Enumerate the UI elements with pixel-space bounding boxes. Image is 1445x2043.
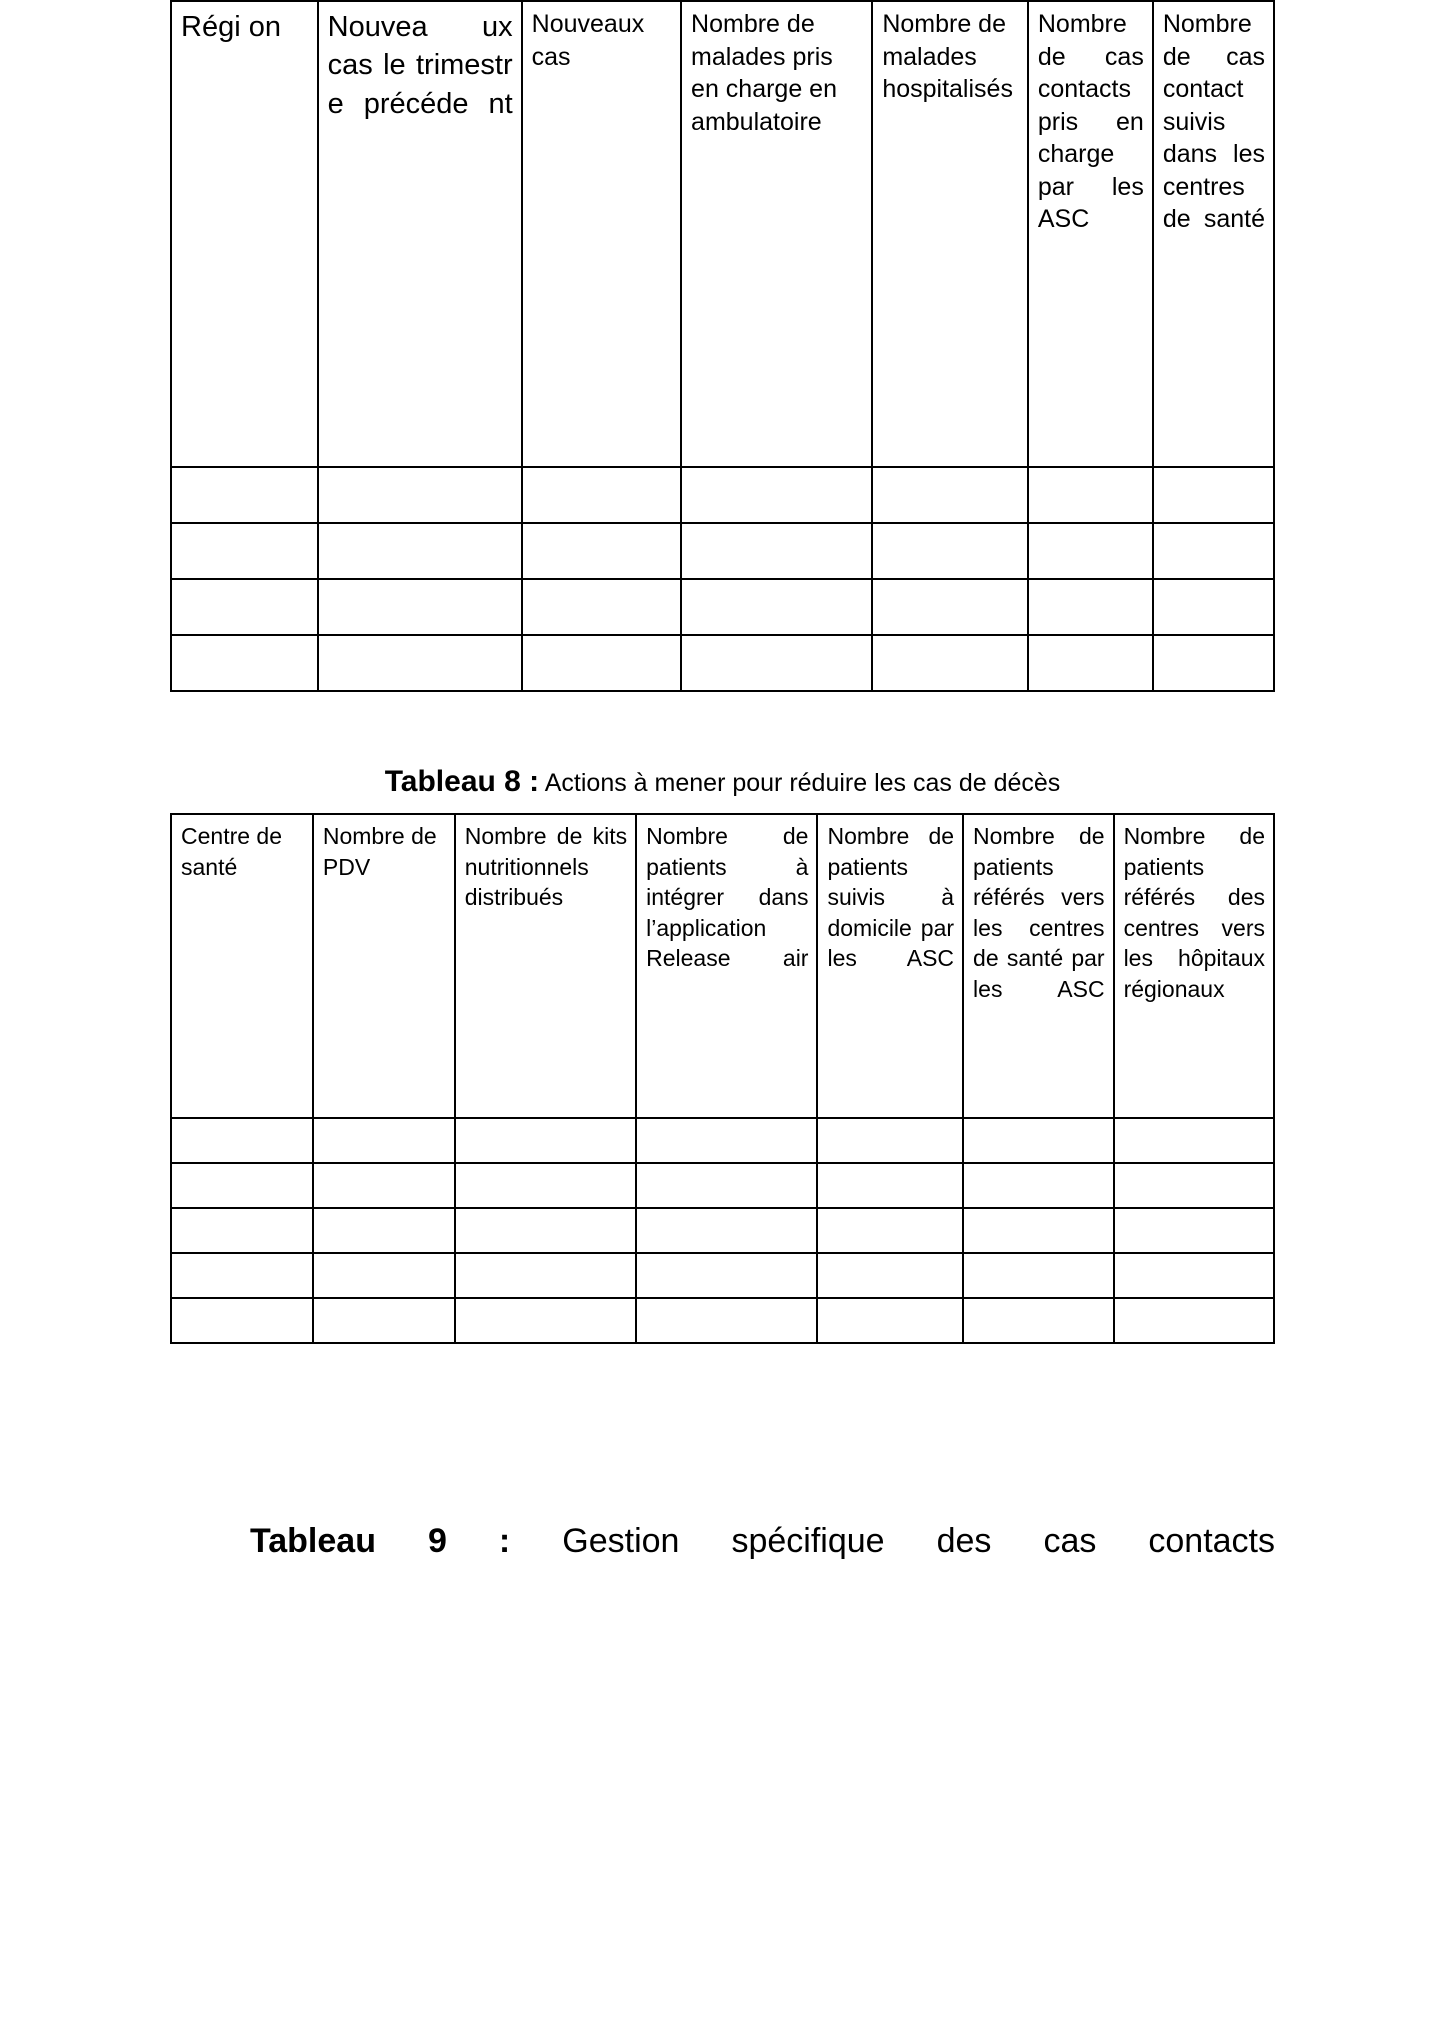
table-header-row (171, 814, 1274, 1118)
spacer (170, 692, 1275, 762)
cell[interactable] (171, 1253, 313, 1298)
table-row[interactable] (171, 523, 1274, 579)
cell[interactable] (963, 1208, 1114, 1253)
cell[interactable] (171, 523, 318, 579)
cell[interactable] (681, 467, 872, 523)
cell[interactable] (636, 1298, 817, 1343)
cell[interactable] (1114, 1208, 1274, 1253)
cell[interactable] (1153, 467, 1274, 523)
cell[interactable] (318, 467, 522, 523)
cell[interactable] (313, 1163, 455, 1208)
col-header-patients-release-air: Nombre de patients à intégrer dans l’application Release air (636, 814, 817, 1118)
caption-tableau-8 (170, 762, 1275, 801)
table-row[interactable] (171, 1208, 1274, 1253)
cell[interactable] (636, 1118, 817, 1163)
cell[interactable] (872, 523, 1028, 579)
cell[interactable] (963, 1163, 1114, 1208)
cell[interactable] (963, 1118, 1114, 1163)
col-header-new-cases-prev-quarter: Nouvea ux cas le trimestr e précéde nt (318, 1, 522, 467)
cell[interactable] (1114, 1298, 1274, 1343)
cell[interactable] (817, 1118, 963, 1163)
cell[interactable] (872, 467, 1028, 523)
cell[interactable] (1114, 1163, 1274, 1208)
cell[interactable] (313, 1118, 455, 1163)
cell[interactable] (455, 1118, 636, 1163)
caption-tableau-9-text: Gestion spécifique des cas contacts (562, 1522, 1275, 1560)
cell[interactable] (636, 1163, 817, 1208)
col-header-nutritional-kits: Nombre de kits nutritionnels distribués (455, 814, 636, 1118)
cell[interactable] (1028, 523, 1153, 579)
cell[interactable] (817, 1298, 963, 1343)
cell[interactable] (681, 523, 872, 579)
cell[interactable] (636, 1253, 817, 1298)
cell[interactable] (522, 579, 681, 635)
cell[interactable] (171, 635, 318, 691)
cell[interactable] (313, 1208, 455, 1253)
cell[interactable] (455, 1208, 636, 1253)
col-header-pdv-count: Nombre de PDV (313, 814, 455, 1118)
table-row[interactable] (171, 635, 1274, 691)
col-header-region: Régi on (171, 1, 318, 467)
cell[interactable] (1153, 579, 1274, 635)
col-header-patients-referred-centers: Nombre de patients référés vers les centres de santé par les ASC (963, 814, 1114, 1118)
table-header-row (171, 1, 1274, 467)
col-header-hospitalized: Nombre de malades hospitalisés (872, 1, 1028, 467)
cell[interactable] (313, 1253, 455, 1298)
col-header-patients-home-followup: Nombre de patients suivis à domicile par les ASC (817, 814, 963, 1118)
cell[interactable] (817, 1253, 963, 1298)
table-new-cases (170, 0, 1275, 692)
col-header-contacts-health-centers: Nombre de cas contact suivis dans les centres de santé (1153, 1, 1274, 467)
table-row[interactable] (171, 1163, 1274, 1208)
cell[interactable] (171, 1118, 313, 1163)
cell[interactable] (171, 579, 318, 635)
cell[interactable] (171, 1163, 313, 1208)
cell[interactable] (171, 1208, 313, 1253)
cell[interactable] (817, 1208, 963, 1253)
table-row[interactable] (171, 467, 1274, 523)
cell[interactable] (963, 1298, 1114, 1343)
table-row[interactable] (171, 1253, 1274, 1298)
cell[interactable] (522, 635, 681, 691)
cell[interactable] (1153, 635, 1274, 691)
spacer (170, 1344, 1275, 1519)
caption-tableau-8-label: Tableau 8 : (384, 765, 540, 798)
col-header-new-cases: Nouveaux cas (522, 1, 681, 467)
cell[interactable] (318, 523, 522, 579)
cell[interactable] (817, 1163, 963, 1208)
cell[interactable] (636, 1208, 817, 1253)
cell[interactable] (1153, 523, 1274, 579)
caption-tableau-9-label: Tableau 9 : (250, 1522, 511, 1560)
cell[interactable] (522, 467, 681, 523)
cell[interactable] (1114, 1118, 1274, 1163)
cell[interactable] (681, 635, 872, 691)
cell[interactable] (171, 1298, 313, 1343)
caption-tableau-9 (170, 1519, 1275, 1565)
cell[interactable] (318, 635, 522, 691)
table-actions-reduce-deaths (170, 813, 1275, 1344)
cell[interactable] (1028, 467, 1153, 523)
cell[interactable] (1028, 579, 1153, 635)
cell[interactable] (872, 579, 1028, 635)
cell[interactable] (963, 1253, 1114, 1298)
col-header-contacts-asc: Nombre de cas contacts pris en charge par les ASC (1028, 1, 1153, 467)
col-header-ambulatory-care: Nombre de malades pris en charge en ambulatoire (681, 1, 872, 467)
cell[interactable] (455, 1253, 636, 1298)
caption-tableau-8-text: Actions à mener pour réduire les cas de décès (544, 769, 1061, 797)
table-row[interactable] (171, 579, 1274, 635)
cell[interactable] (313, 1298, 455, 1343)
cell[interactable] (681, 579, 872, 635)
cell[interactable] (171, 467, 318, 523)
cell[interactable] (872, 635, 1028, 691)
table-row[interactable] (171, 1118, 1274, 1163)
cell[interactable] (455, 1163, 636, 1208)
cell[interactable] (318, 579, 522, 635)
col-header-health-center: Centre de santé (171, 814, 313, 1118)
cell[interactable] (1028, 635, 1153, 691)
cell[interactable] (1114, 1253, 1274, 1298)
table-row[interactable] (171, 1298, 1274, 1343)
col-header-patients-referred-hospitals: Nombre de patients référés des centres vers les hôpitaux régionaux (1114, 814, 1274, 1118)
cell[interactable] (455, 1298, 636, 1343)
cell[interactable] (522, 523, 681, 579)
